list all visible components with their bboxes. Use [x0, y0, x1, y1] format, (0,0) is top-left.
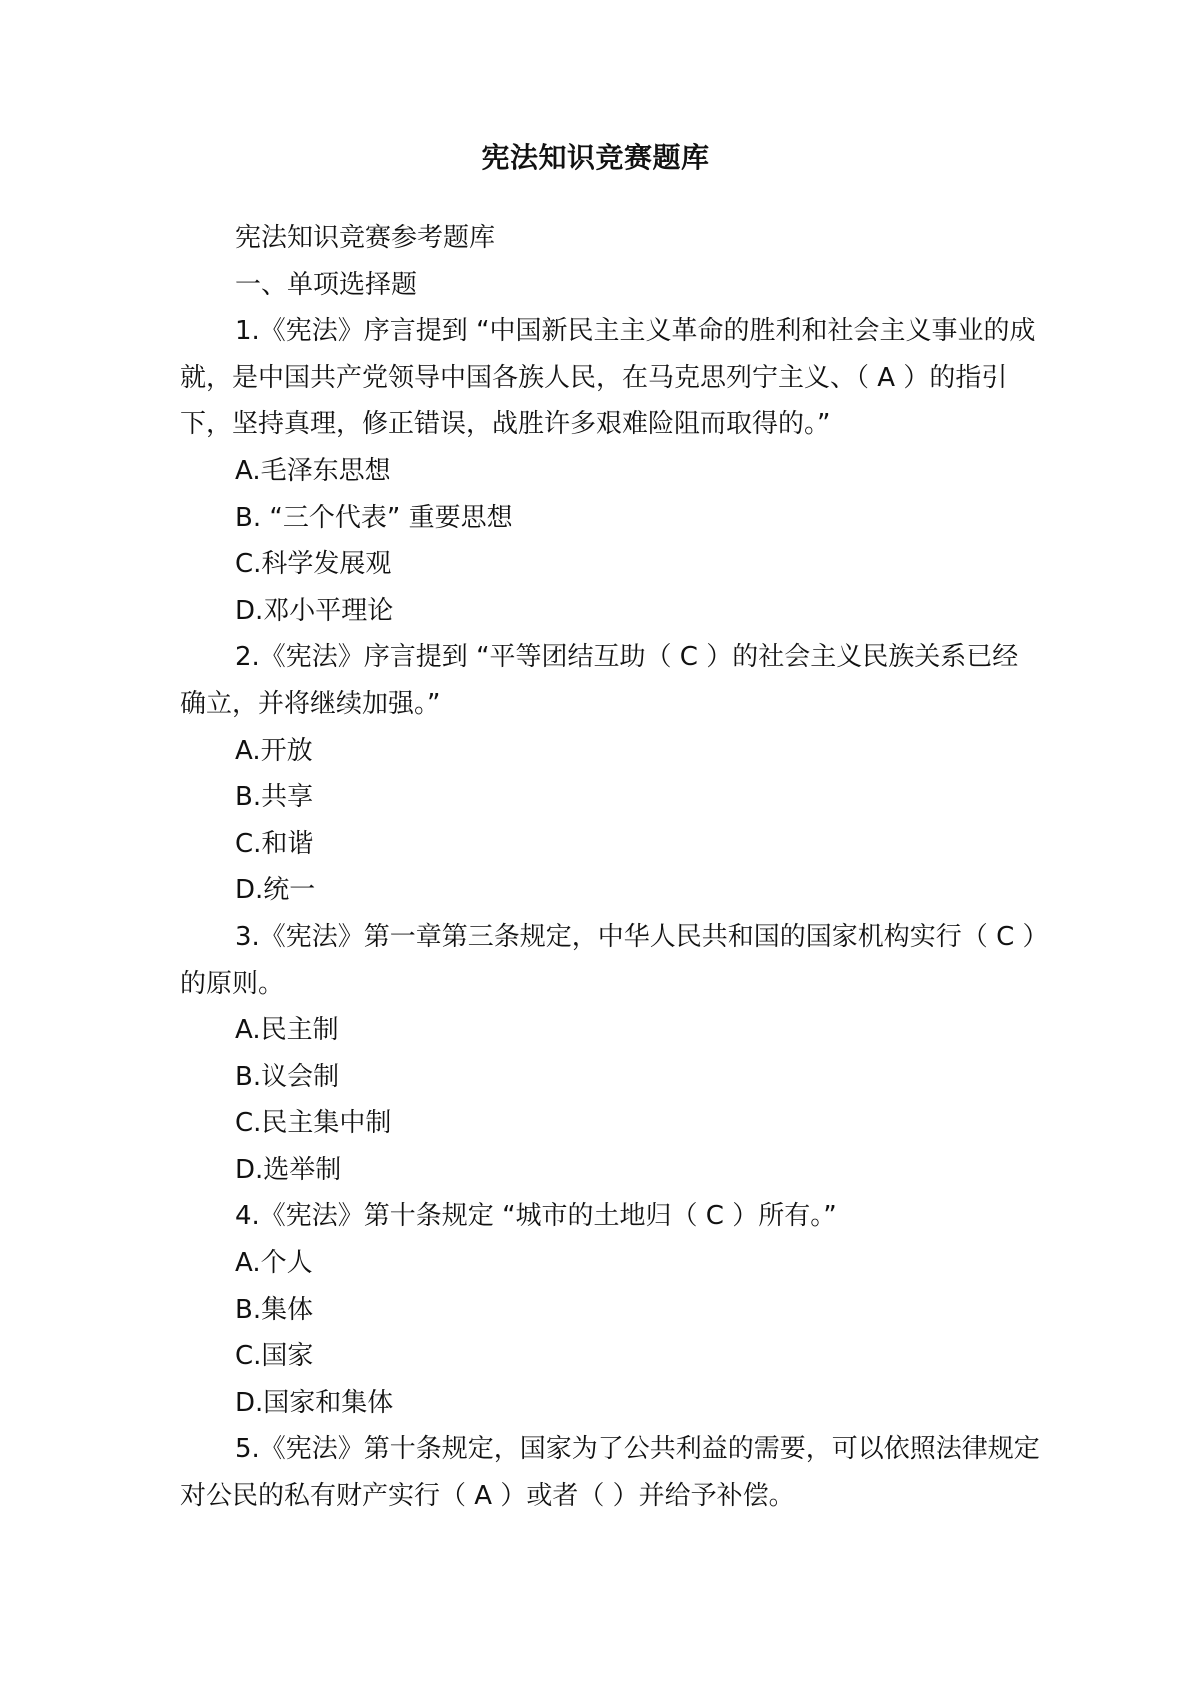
- question-3: 3.《宪法》第一章第三条规定，中华人民共和国的国家机构实行（ C ）的原则。: [180, 921, 1036, 999]
- option-1b: B. “三个代表” 重要思想: [235, 502, 513, 533]
- option-1c: C.科学发展观: [235, 549, 392, 580]
- option-2c: C.和谐: [235, 828, 314, 859]
- document-body: [180, 215, 1040, 1520]
- document-title: 宪法知识竞赛题库: [481, 141, 710, 174]
- question-5: 5.《宪法》第十条规定，国家为了公共利益的需要，可以依照法律规定对公民的私有财产实行（ A ）或者（ ）并给予补偿。: [180, 1434, 1040, 1512]
- question-2: 2.《宪法》序言提到 “平等团结互助（ C ）的社会主义民族关系已经确立，并将继续加强。”: [180, 642, 1019, 719]
- question-1: 1.《宪法》序言提到 “中国新民主主义革命的胜利和社会主义事业的成就，是中国共产党领导中国各族人民，在马克思列宁主义、（ A ）的指引下，坚持真理，修正错误，战胜许多艰难险阻而取得的。”: [180, 316, 1036, 440]
- paragraph-subtitle: 宪法知识竞赛参考题库: [235, 223, 496, 253]
- option-2d: D.统一: [235, 875, 316, 906]
- option-3d: D.选举制: [235, 1154, 342, 1185]
- option-1a: A.毛泽东思想: [235, 455, 391, 486]
- option-3b: B.议会制: [235, 1061, 340, 1092]
- option-4a: A.个人: [235, 1248, 313, 1279]
- option-2b: B.共享: [235, 782, 314, 813]
- question-4: 4.《宪法》第十条规定 “城市的土地归（ C ）所有。”: [235, 1201, 837, 1232]
- option-2a: A.开放: [235, 735, 313, 766]
- option-3c: C.民主集中制: [235, 1108, 392, 1139]
- option-4c: C.国家: [235, 1341, 314, 1372]
- option-4b: B.集体: [235, 1294, 314, 1325]
- option-1d: D.邓小平理论: [235, 595, 394, 626]
- option-4d: D.国家和集体: [235, 1387, 394, 1418]
- paragraph-section-heading: 一、单项选择题: [235, 269, 418, 300]
- option-3a: A.民主制: [235, 1015, 339, 1046]
